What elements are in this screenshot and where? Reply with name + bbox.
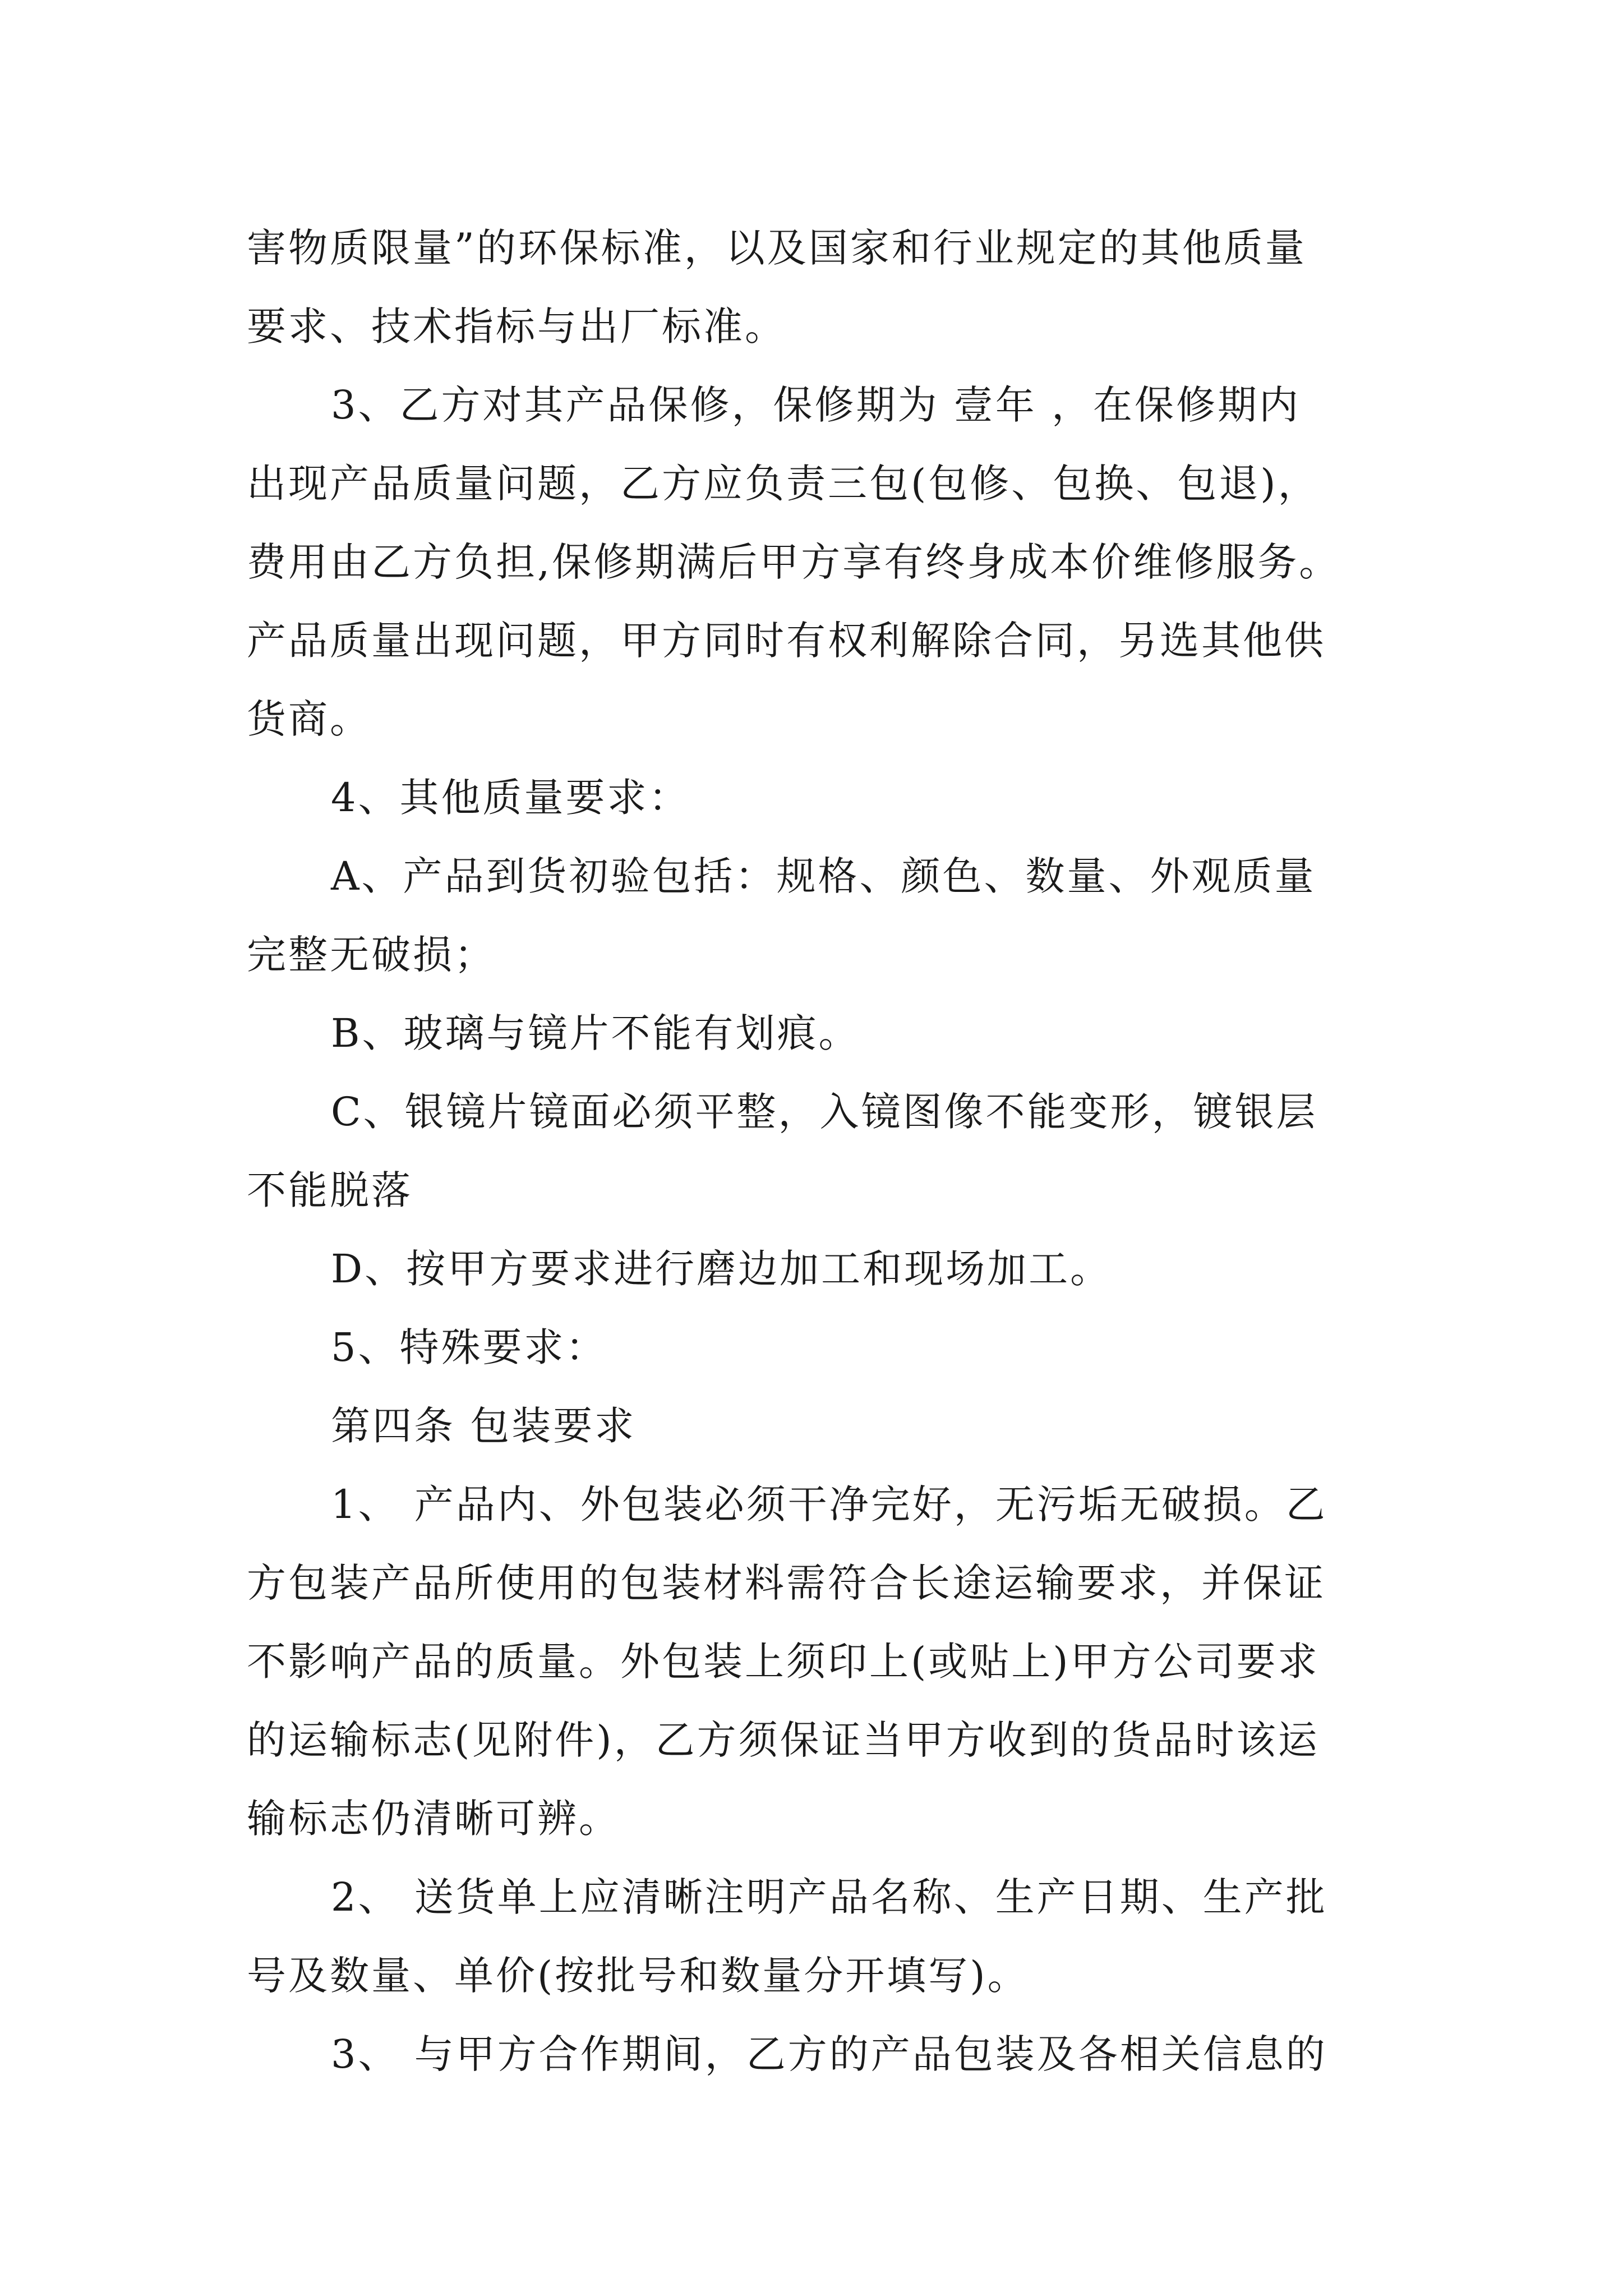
text-line: 的运输标志(见附件)，乙方须保证当甲方收到的货品时该运 (247, 1717, 1320, 1763)
paragraph-warranty-clause (247, 366, 1385, 758)
text-line: 2、 送货单上应清晰注明产品名称、生产日期、生产批 (331, 1874, 1327, 1920)
paragraph-packaging-1 (247, 1465, 1385, 1858)
paragraph-item-c (247, 1073, 1385, 1230)
text-line: 完整无破损； (247, 932, 496, 978)
paragraph-special-requirements (247, 1308, 1385, 1387)
paragraph-packaging-2 (247, 1858, 1385, 2015)
text-line: 1、 产品内、外包装必须干净完好，无污垢无破损。乙 (331, 1481, 1327, 1527)
text-line: 费用由乙方负担,保修期满后甲方享有终身成本价维修服务。 (247, 539, 1341, 585)
text-line: 3、乙方对其产品保修，保修期为 壹年 ，在保修期内 (331, 382, 1301, 428)
text-line: 不能脱落 (247, 1167, 413, 1213)
text-line: D、按甲方要求进行磨边加工和现场加工。 (331, 1246, 1112, 1292)
section-heading-article-four (247, 1387, 1385, 1465)
text-line: 5、特殊要求： (331, 1324, 607, 1370)
paragraph-item-a (247, 837, 1385, 994)
text-line: B、玻璃与镜片不能有划痕。 (331, 1010, 860, 1056)
text-line: 第四条 包装要求 (331, 1403, 637, 1449)
text-line: 产品质量出现问题，甲方同时有权利解除合同，另选其他供 (247, 618, 1326, 664)
paragraph-item-b (247, 994, 1385, 1073)
text-line: 输标志仍清晰可辨。 (247, 1796, 620, 1842)
text-line: C、银镜片镜面必须平整，入镜图像不能变形，镀银层 (331, 1089, 1318, 1135)
text-line: 方包装产品所使用的包装材料需符合长途运输要求，并保证 (247, 1560, 1326, 1606)
paragraph-packaging-3 (247, 2015, 1385, 2093)
text-line: 出现产品质量问题，乙方应负责三包(包修、包换、包退)， (247, 461, 1320, 507)
paragraph-item-d (247, 1230, 1385, 1308)
text-line: 3、 与甲方合作期间，乙方的产品包装及各相关信息的 (331, 2031, 1327, 2077)
text-line: 要求、技术指标与出厂标准。 (247, 303, 786, 349)
document-body (247, 209, 1385, 2093)
text-line: 货商。 (247, 696, 371, 742)
text-line: 不影响产品的质量。外包装上须印上(或贴上)甲方公司要求 (247, 1639, 1320, 1685)
text-line: 4、其他质量要求： (331, 775, 690, 821)
text-line: 号及数量、单价(按批号和数量分开填写)。 (247, 1953, 1029, 1999)
paragraph-environmental-standard (247, 209, 1385, 366)
text-line: A、产品到货初验包括：规格、颜色、数量、外观质量 (331, 853, 1316, 899)
text-line: 害物质限量”的环保标准，以及国家和行业规定的其他质量 (247, 225, 1307, 271)
paragraph-other-quality-heading (247, 758, 1385, 837)
